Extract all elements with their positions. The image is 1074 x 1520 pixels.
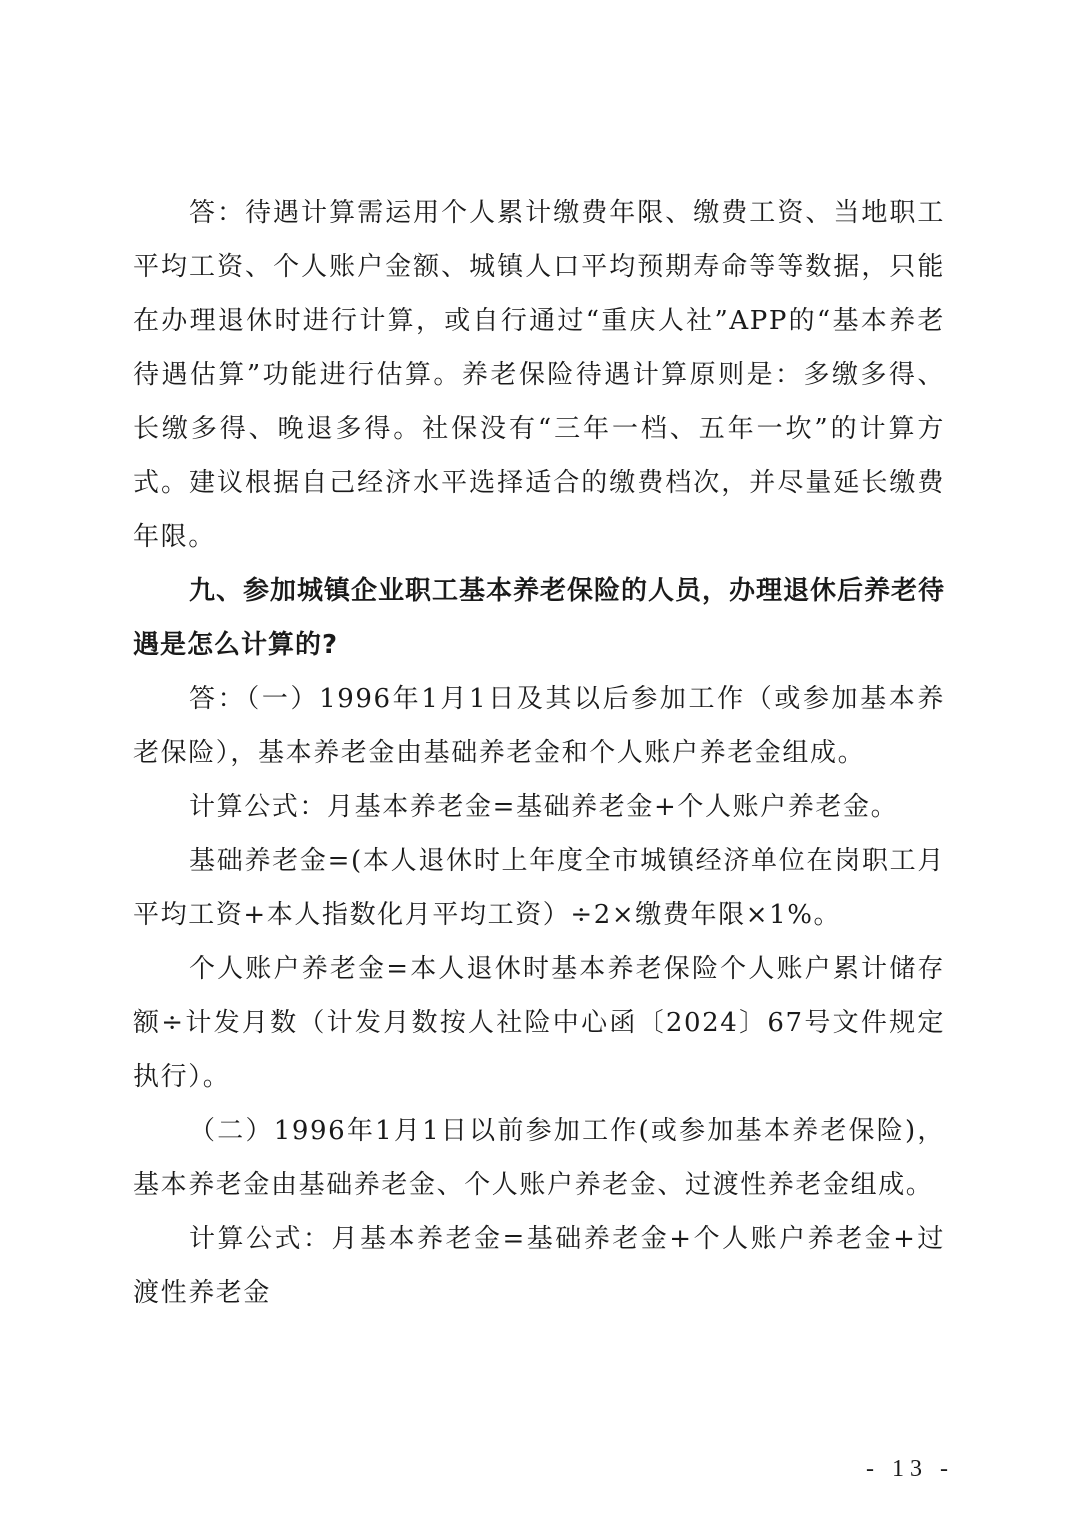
document-page bbox=[133, 186, 945, 1320]
formula-paragraph: 计算公式：月基本养老金=基础养老金+个人账户养老金+过渡性养老金 bbox=[133, 1224, 945, 1308]
answer-paragraph: 答：待遇计算需运用个人累计缴费年限、缴费工资、当地职工平均工资、个人账户金额、城镇人口平均预期寿命等等数据，只能在办理退休时进行计算，或自行通过“重庆人社”APP的“基本养老待遇估算”功能进行估算。养老保险待遇计算原则是：多缴多得、长缴多得、晚退多得。社保没有“三年一档、五年一坎”的计算方式。建议根据自己经济水平选择适合的缴费档次，并尽量延长缴费年限。 bbox=[133, 198, 945, 552]
section-heading: 九、参加城镇企业职工基本养老保险的人员，办理退休后养老待遇是怎么计算的? bbox=[133, 576, 946, 660]
formula-paragraph: 个人账户养老金=本人退休时基本养老保险个人账户累计储存额÷计发月数（计发月数按人社险中心函〔2024〕67号文件规定执行）。 bbox=[133, 954, 945, 1092]
formula-paragraph: 计算公式：月基本养老金=基础养老金+个人账户养老金。 bbox=[189, 792, 899, 822]
formula-paragraph: 基础养老金=(本人退休时上年度全市城镇经济单位在岗职工月平均工资+本人指数化月平均工资）÷2×缴费年限×1%。 bbox=[133, 846, 945, 930]
answer-paragraph: （二）1996年1月1日以前参加工作(或参加基本养老保险)，基本养老金由基础养老金、个人账户养老金、过渡性养老金组成。 bbox=[133, 1116, 945, 1200]
answer-paragraph: 答：（一）1996年1月1日及其以后参加工作（或参加基本养老保险），基本养老金由基础养老金和个人账户养老金组成。 bbox=[133, 684, 945, 768]
page-number: - 13 - bbox=[866, 1456, 954, 1482]
